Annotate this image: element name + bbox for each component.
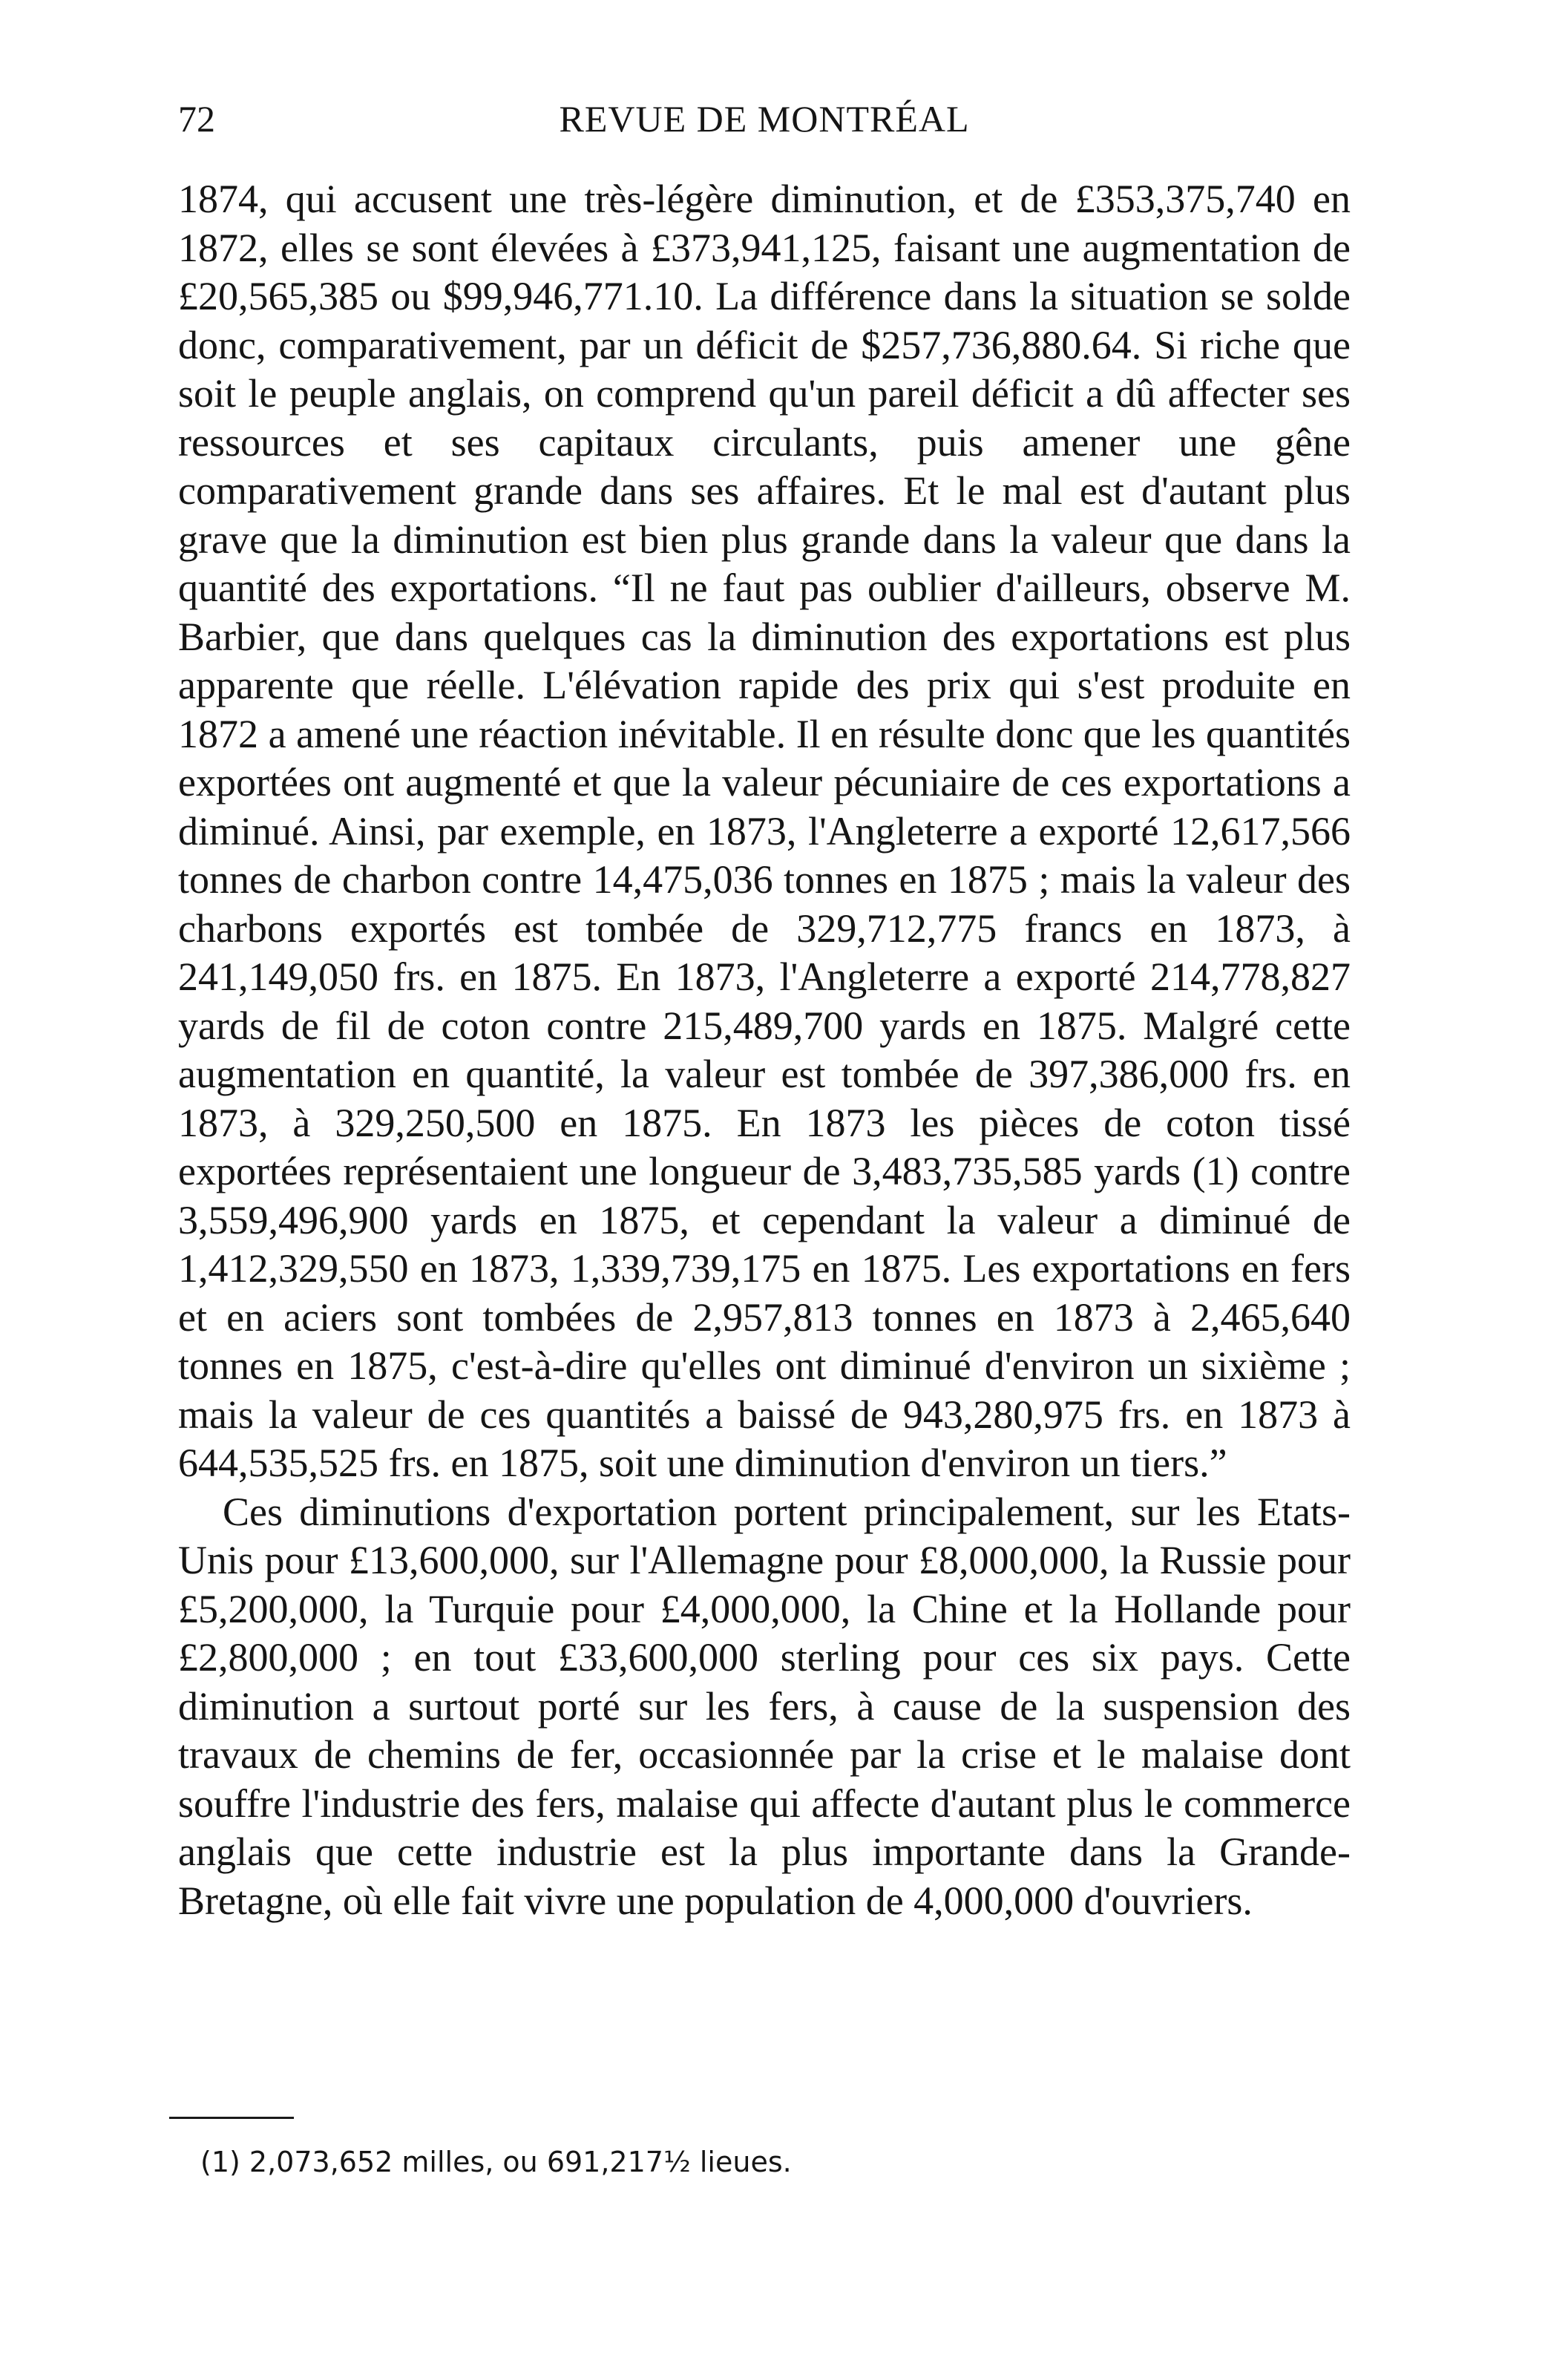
running-title: REVUE DE MONTRÉAL: [559, 98, 970, 140]
paragraph-1: 1874, qui accusent une très-légère diminution, et de £353,375,740 en 1872, elles se sont élevées à £373,941,125, faisant une augmentation de £20,565,385 ou $99,946,771.10. La différence dans la situation se solde donc, comparativement, par un déficit de $257,736,880.64. Si riche que soit le peuple anglais, on comprend qu'un pareil déficit a dû affecter ses ressources et ses capitaux circulants, puis amener une gêne comparativement grande dans ses affaires. Et le mal est d'autant plus grave que la diminution est bien plus grande dans la valeur que dans la quantité des exportations. “Il ne faut pas oublier d'ailleurs, observe M. Barbier, que dans quelques cas la diminution des exportations est plus apparente que réelle. L'élévation rapide des prix qui s'est produite en 1872 a amené une réaction inévitable. Il en résulte donc que les quantités exportées ont augmenté et que la valeur pécuniaire de ces exportations a diminué. Ainsi, par exemple, en 1873, l'Angleterre a exporté 12,617,566 tonnes de charbon contre 14,475,036 tonnes en 1875 ; mais la valeur des charbons exportés est tombée de 329,712,775 francs en 1873, à 241,149,050 frs. en 1875. En 1873, l'Angleterre a exporté 214,778,827 yards de fil de coton contre 215,489,700 yards en 1875. Malgré cette augmentation en quantité, la valeur est tombée de 397,386,000 frs. en 1873, à 329,250,500 en 1875. En 1873 les pièces de coton tissé exportées représentaient une longueur de 3,483,735,585 yards (1) contre 3,559,496,900 yards en 1875, et cependant la valeur a diminué de 1,412,329,550 en 1873, 1,339,739,175 en 1875. Les exportations en fers et en aciers sont tombées de 2,957,813 tonnes en 1873 à 2,465,640 tonnes en 1875, c'est-à-dire qu'elles ont diminué d'environ un sixième ; mais la valeur de ces quantités a baissé de 943,280,975 frs. en 1873 à 644,535,525 frs. en 1875, soit une diminution d'environ un tiers.”: [178, 177, 1351, 1485]
footnote-rule: [169, 2117, 294, 2119]
paragraph-2: Ces diminutions d'exportation portent principalement, sur les Etats-Unis pour £13,600,000, sur l'Allemagne pour £8,000,000, la Russie pour £5,200,000, la Turquie pour £4,000,000, la Chine et la Hollande pour £2,800,000 ; en tout £33,600,000 sterling pour ces six pays. Cette diminution a surtout porté sur les fers, à cause de la suspension des travaux de chemins de fer, occasionnée par la crise et le malaise dont souffre l'industrie des fers, malaise qui affecte d'autant plus le commerce anglais que cette industrie est la plus importante dans la Grande-Bretagne, où elle fait vivre une population de 4,000,000 d'ouvriers.: [178, 1489, 1351, 1923]
page-header: [178, 89, 1351, 148]
footnote: (1) 2,073,652 milles, ou 691,217½ lieues.: [200, 2146, 792, 2178]
body-text: [178, 175, 1351, 1925]
page-number: 72: [178, 98, 215, 140]
